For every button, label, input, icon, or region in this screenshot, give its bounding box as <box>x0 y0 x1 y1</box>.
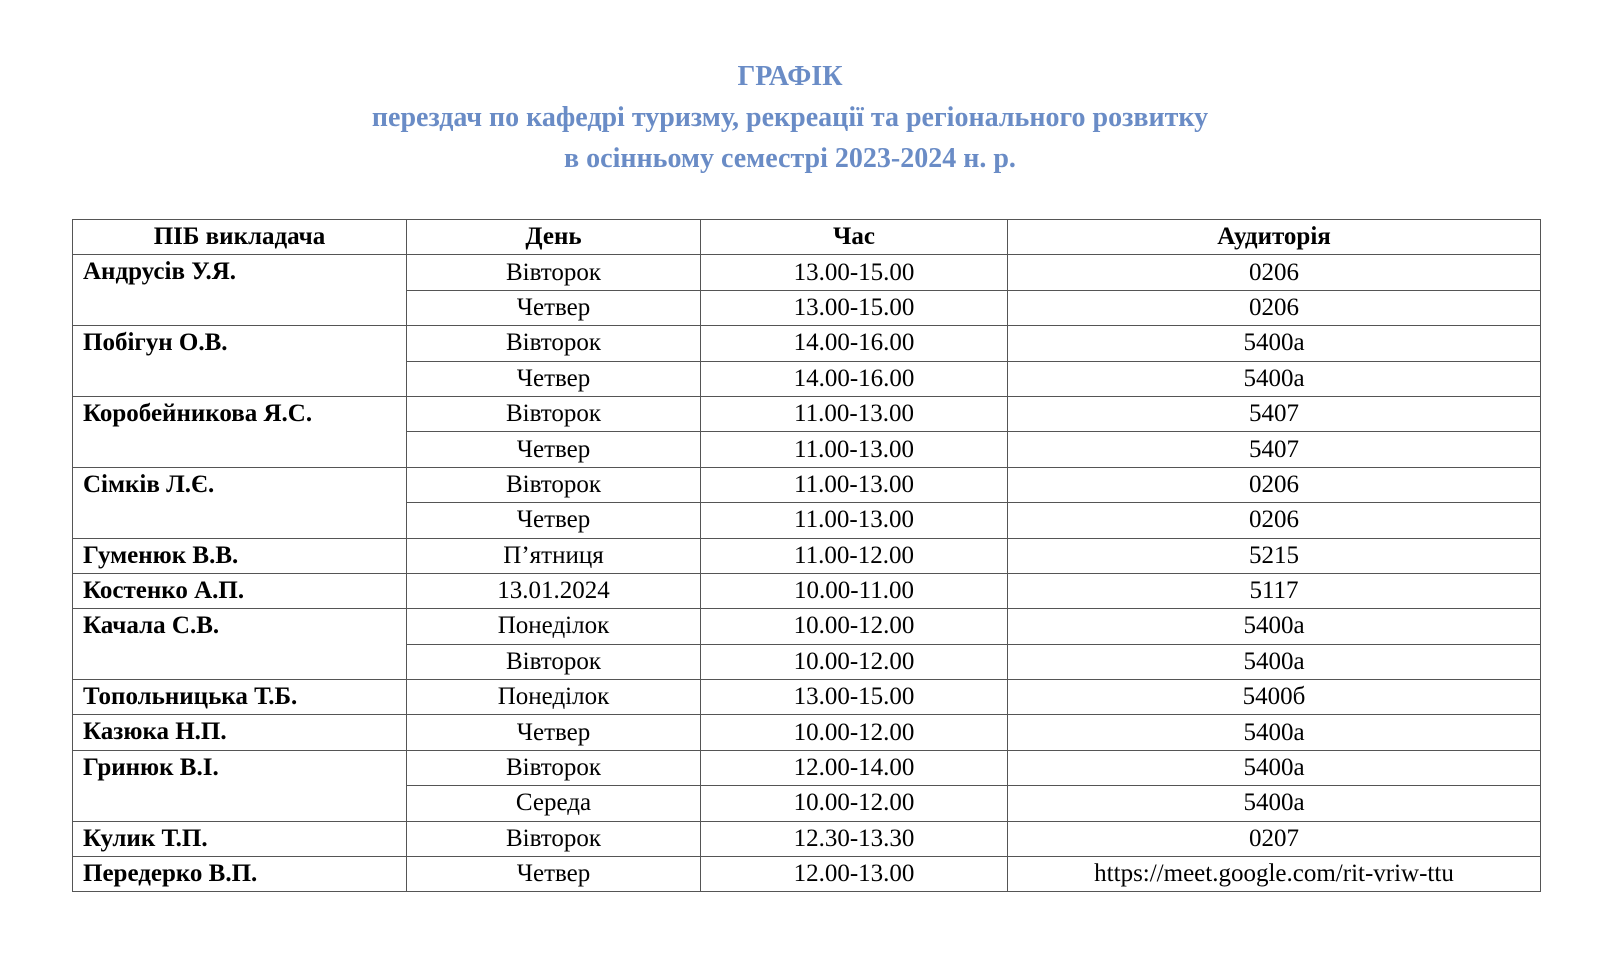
time-cell: 12.00-14.00 <box>701 750 1008 785</box>
time-cell: 12.00-13.00 <box>701 857 1008 892</box>
day-cell: Вівторок <box>407 396 701 431</box>
time-cell: 11.00-12.00 <box>701 538 1008 573</box>
room-cell: 0207 <box>1008 821 1541 856</box>
room-cell: https://meet.google.com/rit-vriw-ttu <box>1008 857 1541 892</box>
room-cell: 0206 <box>1008 290 1541 325</box>
table-header-row <box>73 220 1541 255</box>
table-row <box>73 326 1541 361</box>
schedule-table <box>72 219 1541 892</box>
room-cell: 5400а <box>1008 715 1541 750</box>
room-cell: 0206 <box>1008 467 1541 502</box>
room-cell: 5400а <box>1008 361 1541 396</box>
table-row <box>73 396 1541 431</box>
teacher-name-cell: Андрусів У.Я. <box>73 255 407 326</box>
teacher-name-cell: Побігун О.В. <box>73 326 407 397</box>
teacher-name-cell: Сімків Л.Є. <box>73 467 407 538</box>
room-cell: 5407 <box>1008 432 1541 467</box>
room-cell: 5215 <box>1008 538 1541 573</box>
day-cell: Вівторок <box>407 467 701 502</box>
document-title: ГРАФІК <box>737 61 843 92</box>
room-cell: 5117 <box>1008 573 1541 608</box>
time-cell: 10.00-12.00 <box>701 715 1008 750</box>
day-cell: П’ятниця <box>407 538 701 573</box>
day-cell: Четвер <box>407 361 701 396</box>
table-row <box>73 715 1541 750</box>
day-cell: Вівторок <box>407 326 701 361</box>
time-cell: 14.00-16.00 <box>701 361 1008 396</box>
teacher-name-cell: Казюка Н.П. <box>73 715 407 750</box>
day-cell: Понеділок <box>407 680 701 715</box>
time-cell: 13.00-15.00 <box>701 680 1008 715</box>
time-cell: 12.30-13.30 <box>701 821 1008 856</box>
teacher-name-cell: Передерко В.П. <box>73 857 407 892</box>
column-header-time: Час <box>701 220 1008 255</box>
time-cell: 11.00-13.00 <box>701 432 1008 467</box>
room-cell: 5407 <box>1008 396 1541 431</box>
day-cell: Четвер <box>407 857 701 892</box>
teacher-name-cell: Гуменюк В.В. <box>73 538 407 573</box>
schedule-table-body <box>73 255 1541 892</box>
table-row <box>73 255 1541 290</box>
teacher-name-cell: Коробейникова Я.С. <box>73 396 407 467</box>
time-cell: 10.00-12.00 <box>701 609 1008 644</box>
time-cell: 11.00-13.00 <box>701 503 1008 538</box>
table-row <box>73 821 1541 856</box>
day-cell: Середа <box>407 786 701 821</box>
time-cell: 13.00-15.00 <box>701 290 1008 325</box>
time-cell: 11.00-13.00 <box>701 396 1008 431</box>
table-row <box>73 609 1541 644</box>
teacher-name-cell: Костенко А.П. <box>73 573 407 608</box>
time-cell: 14.00-16.00 <box>701 326 1008 361</box>
time-cell: 10.00-12.00 <box>701 786 1008 821</box>
table-row <box>73 680 1541 715</box>
document-subtitle: перездач по кафедрі туризму, рекреації та регіонального розвитку <box>371 102 1209 133</box>
room-cell: 5400а <box>1008 750 1541 785</box>
time-cell: 11.00-13.00 <box>701 467 1008 502</box>
room-cell: 5400а <box>1008 609 1541 644</box>
day-cell: Вівторок <box>407 750 701 785</box>
teacher-name-cell: Кулик Т.П. <box>73 821 407 856</box>
table-row <box>73 750 1541 785</box>
column-header-day: День <box>407 220 701 255</box>
column-header-room: Аудиторія <box>1008 220 1541 255</box>
table-row <box>73 857 1541 892</box>
document-semester: в осінньому семестрі 2023-2024 н. р. <box>564 143 1016 174</box>
time-cell: 10.00-12.00 <box>701 644 1008 679</box>
document-header <box>0 56 1580 179</box>
day-cell: Вівторок <box>407 255 701 290</box>
day-cell: Четвер <box>407 715 701 750</box>
teacher-name-cell: Качала С.В. <box>73 609 407 680</box>
day-cell: Четвер <box>407 432 701 467</box>
table-row <box>73 467 1541 502</box>
day-cell: Вівторок <box>407 821 701 856</box>
time-cell: 10.00-11.00 <box>701 573 1008 608</box>
room-cell: 5400б <box>1008 680 1541 715</box>
day-cell: 13.01.2024 <box>407 573 701 608</box>
room-cell: 5400а <box>1008 644 1541 679</box>
day-cell: Понеділок <box>407 609 701 644</box>
time-cell: 13.00-15.00 <box>701 255 1008 290</box>
day-cell: Четвер <box>407 290 701 325</box>
room-cell: 0206 <box>1008 255 1541 290</box>
room-cell: 5400а <box>1008 786 1541 821</box>
day-cell: Четвер <box>407 503 701 538</box>
column-header-teacher: ПІБ викладача <box>73 220 407 255</box>
teacher-name-cell: Топольницька Т.Б. <box>73 680 407 715</box>
table-row <box>73 538 1541 573</box>
day-cell: Вівторок <box>407 644 701 679</box>
teacher-name-cell: Гринюк В.І. <box>73 750 407 821</box>
table-row <box>73 573 1541 608</box>
room-cell: 5400а <box>1008 326 1541 361</box>
room-cell: 0206 <box>1008 503 1541 538</box>
